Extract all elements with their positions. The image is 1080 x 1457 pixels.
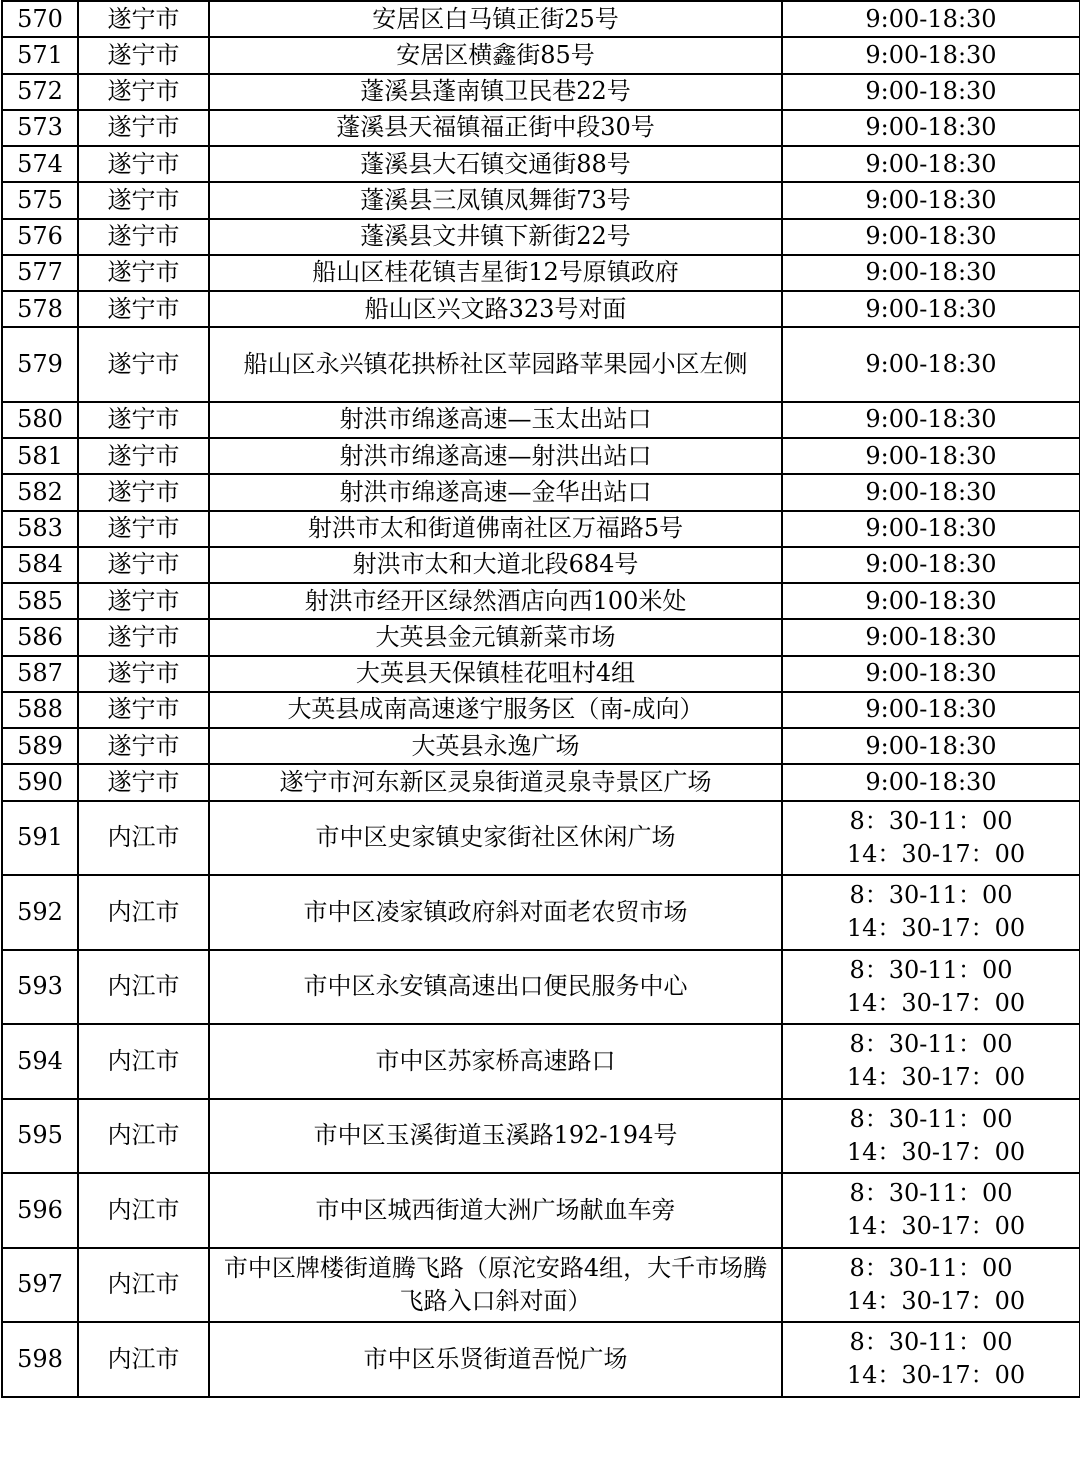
address-cell bbox=[209, 692, 782, 728]
city-cell: 内江市 bbox=[78, 1099, 209, 1174]
address-cell bbox=[209, 950, 782, 1025]
hours-line: 9:00-18:30 bbox=[865, 4, 997, 33]
table-row bbox=[2, 291, 1080, 327]
hours-cell bbox=[782, 728, 1080, 764]
row-number-cell: 580 bbox=[2, 402, 78, 438]
table-row bbox=[2, 583, 1080, 619]
hours-cell bbox=[782, 402, 1080, 438]
table-row bbox=[2, 74, 1080, 110]
table-row bbox=[2, 327, 1080, 402]
city-cell: 遂宁市 bbox=[78, 728, 209, 764]
table-row bbox=[2, 547, 1080, 583]
address-text: 射洪市经开区绿然酒店向西100米处 bbox=[304, 586, 687, 615]
address-cell bbox=[209, 74, 782, 110]
address-cell bbox=[209, 547, 782, 583]
address-text: 射洪市太和大道北段684号 bbox=[352, 550, 639, 579]
city-cell: 遂宁市 bbox=[78, 74, 209, 110]
row-number-cell: 575 bbox=[2, 182, 78, 218]
hours-line: 9:00-18:30 bbox=[865, 77, 997, 106]
hours-line: 9:00-18:30 bbox=[865, 258, 997, 287]
address-cell bbox=[209, 1248, 782, 1323]
hours-cell bbox=[782, 182, 1080, 218]
hours-cell bbox=[782, 110, 1080, 146]
row-number-cell: 589 bbox=[2, 728, 78, 764]
city-cell: 遂宁市 bbox=[78, 291, 209, 327]
hours-line: 14：30-17：00 bbox=[846, 839, 1026, 868]
hours-line: 8：30-11：00 bbox=[849, 806, 1013, 835]
row-number-cell: 577 bbox=[2, 255, 78, 291]
address-text: 蓬溪县三凤镇凤舞街73号 bbox=[360, 185, 631, 214]
hours-cell bbox=[782, 474, 1080, 510]
address-cell bbox=[209, 402, 782, 438]
hours-cell bbox=[782, 438, 1080, 474]
hours-cell bbox=[782, 583, 1080, 619]
hours-line: 14：30-17：00 bbox=[846, 988, 1026, 1017]
row-number-cell: 573 bbox=[2, 110, 78, 146]
hours-cell bbox=[782, 1, 1080, 37]
address-text: 安居区横鑫街85号 bbox=[396, 40, 595, 69]
row-number-cell: 579 bbox=[2, 327, 78, 402]
address-cell bbox=[209, 1024, 782, 1099]
row-number-cell: 576 bbox=[2, 219, 78, 255]
city-cell: 内江市 bbox=[78, 875, 209, 950]
address-cell bbox=[209, 37, 782, 73]
address-text: 射洪市绵遂高速—玉太出站口 bbox=[339, 405, 652, 434]
hours-cell bbox=[782, 1173, 1080, 1248]
address-text: 蓬溪县文井镇下新街22号 bbox=[360, 222, 631, 251]
hours-line: 9:00-18:30 bbox=[865, 405, 997, 434]
hours-cell bbox=[782, 619, 1080, 655]
row-number-cell: 592 bbox=[2, 875, 78, 950]
hours-line: 9:00-18:30 bbox=[865, 622, 997, 651]
table-row bbox=[2, 146, 1080, 182]
address-text: 大英县金元镇新菜市场 bbox=[375, 622, 616, 651]
table-row bbox=[2, 875, 1080, 950]
hours-cell bbox=[782, 656, 1080, 692]
row-number-cell: 588 bbox=[2, 692, 78, 728]
hours-line: 9:00-18:30 bbox=[865, 659, 997, 688]
address-text: 蓬溪县天福镇福正街中段30号 bbox=[336, 113, 655, 142]
address-text: 射洪市绵遂高速—金华出站口 bbox=[339, 477, 652, 506]
city-cell: 内江市 bbox=[78, 1248, 209, 1323]
hours-line: 14：30-17：00 bbox=[846, 1212, 1026, 1241]
row-number-cell: 574 bbox=[2, 146, 78, 182]
city-cell: 内江市 bbox=[78, 801, 209, 876]
hours-cell bbox=[782, 74, 1080, 110]
city-cell: 遂宁市 bbox=[78, 547, 209, 583]
city-cell: 内江市 bbox=[78, 950, 209, 1025]
table-row bbox=[2, 1024, 1080, 1099]
hours-line: 9:00-18:30 bbox=[865, 222, 997, 251]
hours-line: 14：30-17：00 bbox=[846, 1063, 1026, 1092]
hours-cell bbox=[782, 146, 1080, 182]
table-row bbox=[2, 110, 1080, 146]
table-row bbox=[2, 438, 1080, 474]
hours-cell bbox=[782, 1024, 1080, 1099]
hours-cell bbox=[782, 37, 1080, 73]
address-cell bbox=[209, 619, 782, 655]
hours-line: 9:00-18:30 bbox=[865, 113, 997, 142]
row-number-cell: 585 bbox=[2, 583, 78, 619]
row-number-cell: 586 bbox=[2, 619, 78, 655]
table-row bbox=[2, 692, 1080, 728]
address-cell bbox=[209, 801, 782, 876]
hours-line: 9:00-18:30 bbox=[865, 586, 997, 615]
row-number-cell: 571 bbox=[2, 37, 78, 73]
hours-line: 9:00-18:30 bbox=[865, 350, 997, 378]
hours-line: 8：30-11：00 bbox=[849, 881, 1013, 910]
row-number-cell: 582 bbox=[2, 474, 78, 510]
service-sites-table bbox=[1, 0, 1080, 1398]
address-text: 射洪市太和街道佛南社区万福路5号 bbox=[307, 514, 684, 543]
city-cell: 遂宁市 bbox=[78, 182, 209, 218]
city-cell: 遂宁市 bbox=[78, 474, 209, 510]
hours-cell bbox=[782, 950, 1080, 1025]
hours-line: 9:00-18:30 bbox=[865, 514, 997, 543]
row-number-cell: 594 bbox=[2, 1024, 78, 1099]
address-text: 蓬溪县大石镇交通街88号 bbox=[360, 149, 631, 178]
hours-line: 9:00-18:30 bbox=[865, 550, 997, 579]
address-text: 市中区玉溪街道玉溪路192-194号 bbox=[313, 1121, 678, 1150]
address-text: 船山区永兴镇花拱桥社区苹园路苹果园小区左侧 bbox=[243, 350, 748, 378]
hours-line: 8：30-11：00 bbox=[849, 1253, 1013, 1282]
address-cell bbox=[209, 291, 782, 327]
row-number-cell: 578 bbox=[2, 291, 78, 327]
hours-line: 8：30-11：00 bbox=[849, 1104, 1013, 1133]
row-number-cell: 570 bbox=[2, 1, 78, 37]
hours-line: 8：30-11：00 bbox=[849, 1328, 1013, 1357]
table-row bbox=[2, 1, 1080, 37]
hours-cell bbox=[782, 875, 1080, 950]
row-number-cell: 584 bbox=[2, 547, 78, 583]
row-number-cell: 590 bbox=[2, 764, 78, 800]
address-text: 船山区桂花镇吉星街12号原镇政府 bbox=[312, 258, 679, 287]
address-text: 射洪市绵遂高速—射洪出站口 bbox=[339, 441, 652, 470]
address-text: 市中区牌楼街道腾飞路（原沱安路4组，大千市场腾飞路入口斜对面） bbox=[223, 1253, 768, 1315]
address-text: 大英县成南高速遂宁服务区（南-成向） bbox=[287, 695, 704, 724]
address-text: 大英县天保镇桂花咀村4组 bbox=[355, 659, 636, 688]
table-row bbox=[2, 801, 1080, 876]
table-row bbox=[2, 1322, 1080, 1397]
address-text: 大英县永逸广场 bbox=[411, 731, 580, 760]
address-cell bbox=[209, 1322, 782, 1397]
table-row bbox=[2, 474, 1080, 510]
address-cell bbox=[209, 511, 782, 547]
address-text: 市中区史家镇史家街社区休闲广场 bbox=[315, 823, 676, 852]
hours-cell bbox=[782, 801, 1080, 876]
address-cell bbox=[209, 875, 782, 950]
table-row bbox=[2, 619, 1080, 655]
table-row bbox=[2, 182, 1080, 218]
address-cell bbox=[209, 110, 782, 146]
address-text: 市中区永安镇高速出口便民服务中心 bbox=[303, 972, 688, 1001]
city-cell: 遂宁市 bbox=[78, 219, 209, 255]
address-text: 市中区城西街道大洲广场献血车旁 bbox=[315, 1195, 676, 1224]
city-cell: 内江市 bbox=[78, 1322, 209, 1397]
table-row bbox=[2, 728, 1080, 764]
address-cell bbox=[209, 474, 782, 510]
hours-cell bbox=[782, 764, 1080, 800]
table-row bbox=[2, 37, 1080, 73]
hours-line: 9:00-18:30 bbox=[865, 767, 997, 796]
hours-cell bbox=[782, 255, 1080, 291]
city-cell: 遂宁市 bbox=[78, 583, 209, 619]
city-cell: 遂宁市 bbox=[78, 327, 209, 402]
table-row bbox=[2, 511, 1080, 547]
table-row bbox=[2, 950, 1080, 1025]
hours-line: 14：30-17：00 bbox=[846, 1286, 1026, 1315]
table-row bbox=[2, 219, 1080, 255]
city-cell: 遂宁市 bbox=[78, 402, 209, 438]
hours-line: 8：30-11：00 bbox=[849, 955, 1013, 984]
hours-line: 8：30-11：00 bbox=[849, 1179, 1013, 1208]
row-number-cell: 595 bbox=[2, 1099, 78, 1174]
hours-cell bbox=[782, 219, 1080, 255]
city-cell: 内江市 bbox=[78, 1173, 209, 1248]
hours-cell bbox=[782, 511, 1080, 547]
hours-cell bbox=[782, 1099, 1080, 1174]
hours-line: 9:00-18:30 bbox=[865, 477, 997, 506]
hours-line: 9:00-18:30 bbox=[865, 185, 997, 214]
address-cell bbox=[209, 1173, 782, 1248]
row-number-cell: 598 bbox=[2, 1322, 78, 1397]
row-number-cell: 583 bbox=[2, 511, 78, 547]
city-cell: 遂宁市 bbox=[78, 692, 209, 728]
address-text: 遂宁市河东新区灵泉街道灵泉寺景区广场 bbox=[279, 767, 712, 796]
city-cell: 遂宁市 bbox=[78, 37, 209, 73]
city-cell: 遂宁市 bbox=[78, 619, 209, 655]
city-cell: 遂宁市 bbox=[78, 110, 209, 146]
row-number-cell: 593 bbox=[2, 950, 78, 1025]
row-number-cell: 581 bbox=[2, 438, 78, 474]
address-cell bbox=[209, 656, 782, 692]
hours-cell bbox=[782, 291, 1080, 327]
row-number-cell: 596 bbox=[2, 1173, 78, 1248]
table-row bbox=[2, 1099, 1080, 1174]
hours-line: 9:00-18:30 bbox=[865, 40, 997, 69]
table-row bbox=[2, 402, 1080, 438]
address-text: 蓬溪县蓬南镇卫民巷22号 bbox=[360, 77, 631, 106]
address-text: 市中区乐贤街道吾悦广场 bbox=[363, 1344, 628, 1373]
city-cell: 遂宁市 bbox=[78, 656, 209, 692]
address-cell bbox=[209, 255, 782, 291]
address-cell bbox=[209, 1, 782, 37]
table-row bbox=[2, 764, 1080, 800]
table-row bbox=[2, 1173, 1080, 1248]
hours-line: 8：30-11：00 bbox=[849, 1030, 1013, 1059]
address-text: 船山区兴文路323号对面 bbox=[364, 294, 627, 323]
table-row bbox=[2, 1248, 1080, 1323]
hours-line: 9:00-18:30 bbox=[865, 731, 997, 760]
hours-cell bbox=[782, 692, 1080, 728]
row-number-cell: 591 bbox=[2, 801, 78, 876]
address-cell bbox=[209, 182, 782, 218]
city-cell: 遂宁市 bbox=[78, 764, 209, 800]
row-number-cell: 572 bbox=[2, 74, 78, 110]
address-text: 安居区白马镇正街25号 bbox=[372, 4, 619, 33]
city-cell: 内江市 bbox=[78, 1024, 209, 1099]
row-number-cell: 587 bbox=[2, 656, 78, 692]
hours-line: 14：30-17：00 bbox=[846, 914, 1026, 943]
hours-line: 14：30-17：00 bbox=[846, 1137, 1026, 1166]
hours-line: 9:00-18:30 bbox=[865, 695, 997, 724]
hours-line: 9:00-18:30 bbox=[865, 294, 997, 323]
address-cell bbox=[209, 583, 782, 619]
address-cell bbox=[209, 728, 782, 764]
table-row bbox=[2, 656, 1080, 692]
hours-cell bbox=[782, 1322, 1080, 1397]
address-cell bbox=[209, 438, 782, 474]
hours-cell bbox=[782, 547, 1080, 583]
address-cell bbox=[209, 764, 782, 800]
hours-cell bbox=[782, 327, 1080, 402]
address-cell bbox=[209, 1099, 782, 1174]
hours-line: 14：30-17：00 bbox=[846, 1361, 1026, 1390]
address-cell bbox=[209, 327, 782, 402]
hours-line: 9:00-18:30 bbox=[865, 441, 997, 470]
hours-line: 9:00-18:30 bbox=[865, 149, 997, 178]
address-cell bbox=[209, 219, 782, 255]
table-body bbox=[2, 1, 1080, 1397]
address-text: 市中区凌家镇政府斜对面老农贸市场 bbox=[303, 897, 688, 926]
table-row bbox=[2, 255, 1080, 291]
city-cell: 遂宁市 bbox=[78, 511, 209, 547]
city-cell: 遂宁市 bbox=[78, 1, 209, 37]
hours-cell bbox=[782, 1248, 1080, 1323]
city-cell: 遂宁市 bbox=[78, 255, 209, 291]
address-text: 市中区苏家桥高速路口 bbox=[375, 1046, 616, 1075]
city-cell: 遂宁市 bbox=[78, 438, 209, 474]
city-cell: 遂宁市 bbox=[78, 146, 209, 182]
address-cell bbox=[209, 146, 782, 182]
row-number-cell: 597 bbox=[2, 1248, 78, 1323]
